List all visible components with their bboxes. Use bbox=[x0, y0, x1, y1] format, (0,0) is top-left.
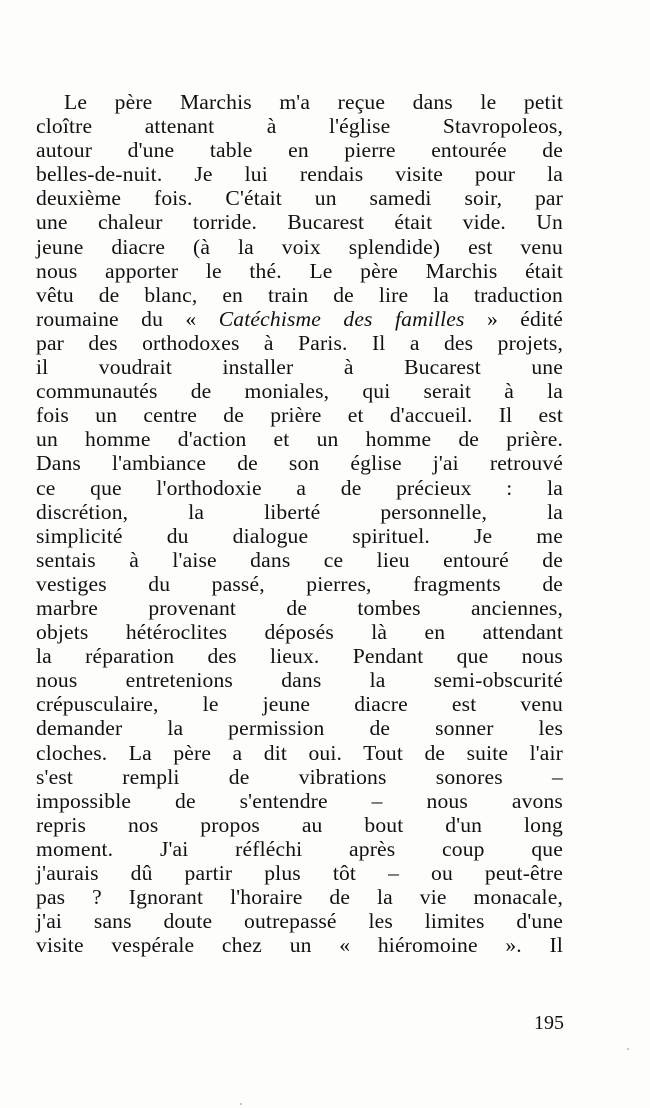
text-line: communautés de moniales, qui serait à la bbox=[36, 379, 563, 404]
text-line: Dans l'ambiance de son église j'ai retrouvé bbox=[36, 451, 563, 476]
text-line: fois un centre de prière et d'accueil. Il est bbox=[36, 403, 563, 428]
text-line: sentais à l'aise dans ce lieu entouré de bbox=[36, 547, 563, 572]
text-line: nous apporter le thé. Le père Marchis était bbox=[36, 258, 563, 283]
text-line: vestiges du passé, pierres, fragments de bbox=[36, 571, 563, 596]
scan-speck bbox=[627, 1048, 629, 1050]
text-segment: » édité bbox=[464, 306, 564, 331]
text-line: il voudrait installer à Bucarest une bbox=[36, 355, 563, 380]
text-line: objets hétéroclites déposés là en attendant bbox=[36, 620, 563, 645]
text-line: jeune diacre (à la voix splendide) est venu bbox=[36, 234, 563, 259]
body-paragraph bbox=[36, 90, 563, 957]
text-line: cloches. La père a dit oui. Tout de suite l'air bbox=[36, 740, 563, 765]
text-line: j'ai sans doute outrepassé les limites d'une bbox=[36, 909, 563, 934]
scan-speck bbox=[240, 1103, 242, 1105]
text-line: pas ? Ignorant l'horaire de la vie monacale, bbox=[36, 885, 563, 910]
text-line: deuxième fois. C'était un samedi soir, par bbox=[36, 186, 563, 211]
text-line: moment. J'ai réfléchi après coup que bbox=[36, 836, 563, 861]
text-line: marbre provenant de tombes anciennes, bbox=[36, 595, 563, 620]
text-line-with-title bbox=[36, 307, 563, 331]
text-line: crépusculaire, le jeune diacre est venu bbox=[36, 692, 563, 717]
text-line: j'aurais dû partir plus tôt – ou peut-être bbox=[36, 861, 563, 885]
text-line: impossible de s'entendre – nous avons bbox=[36, 788, 563, 813]
text-line: s'est rempli de vibrations sonores – bbox=[36, 764, 563, 789]
text-line: nous entretenions dans la semi-obscurité bbox=[36, 668, 563, 693]
text-line: Le père Marchis m'a reçue dans le petit bbox=[64, 90, 563, 114]
text-line: discrétion, la liberté personnelle, la bbox=[36, 499, 563, 524]
text-line: cloître attenant à l'église Stavropoleos, bbox=[36, 114, 563, 139]
page-number: 195 bbox=[534, 1012, 564, 1034]
text-line: autour d'une table en pierre entourée de bbox=[36, 138, 563, 163]
text-line: par des orthodoxes à Paris. Il a des projets, bbox=[36, 330, 563, 355]
text-line: belles-de-nuit. Je lui rendais visite pour la bbox=[36, 162, 563, 187]
text-line: repris nos propos au bout d'un long bbox=[36, 812, 563, 837]
text-line: simplicité du dialogue spirituel. Je me bbox=[36, 523, 563, 548]
text-line: vêtu de blanc, en train de lire la traduction bbox=[36, 282, 563, 307]
text-line: demander la permission de sonner les bbox=[36, 716, 563, 741]
text-segment: roumaine du « bbox=[36, 306, 219, 331]
text-line: la réparation des lieux. Pendant que nous bbox=[36, 644, 563, 669]
text-line: une chaleur torride. Bucarest était vide. Un bbox=[36, 210, 563, 235]
book-title-emphasis: Catéchisme des familles bbox=[218, 306, 465, 331]
text-line: visite vespérale chez un « hiéromoine ». Il bbox=[36, 933, 563, 958]
text-line: ce que l'orthodoxie a de précieux : la bbox=[36, 475, 563, 500]
text-line: un homme d'action et un homme de prière. bbox=[36, 427, 563, 452]
